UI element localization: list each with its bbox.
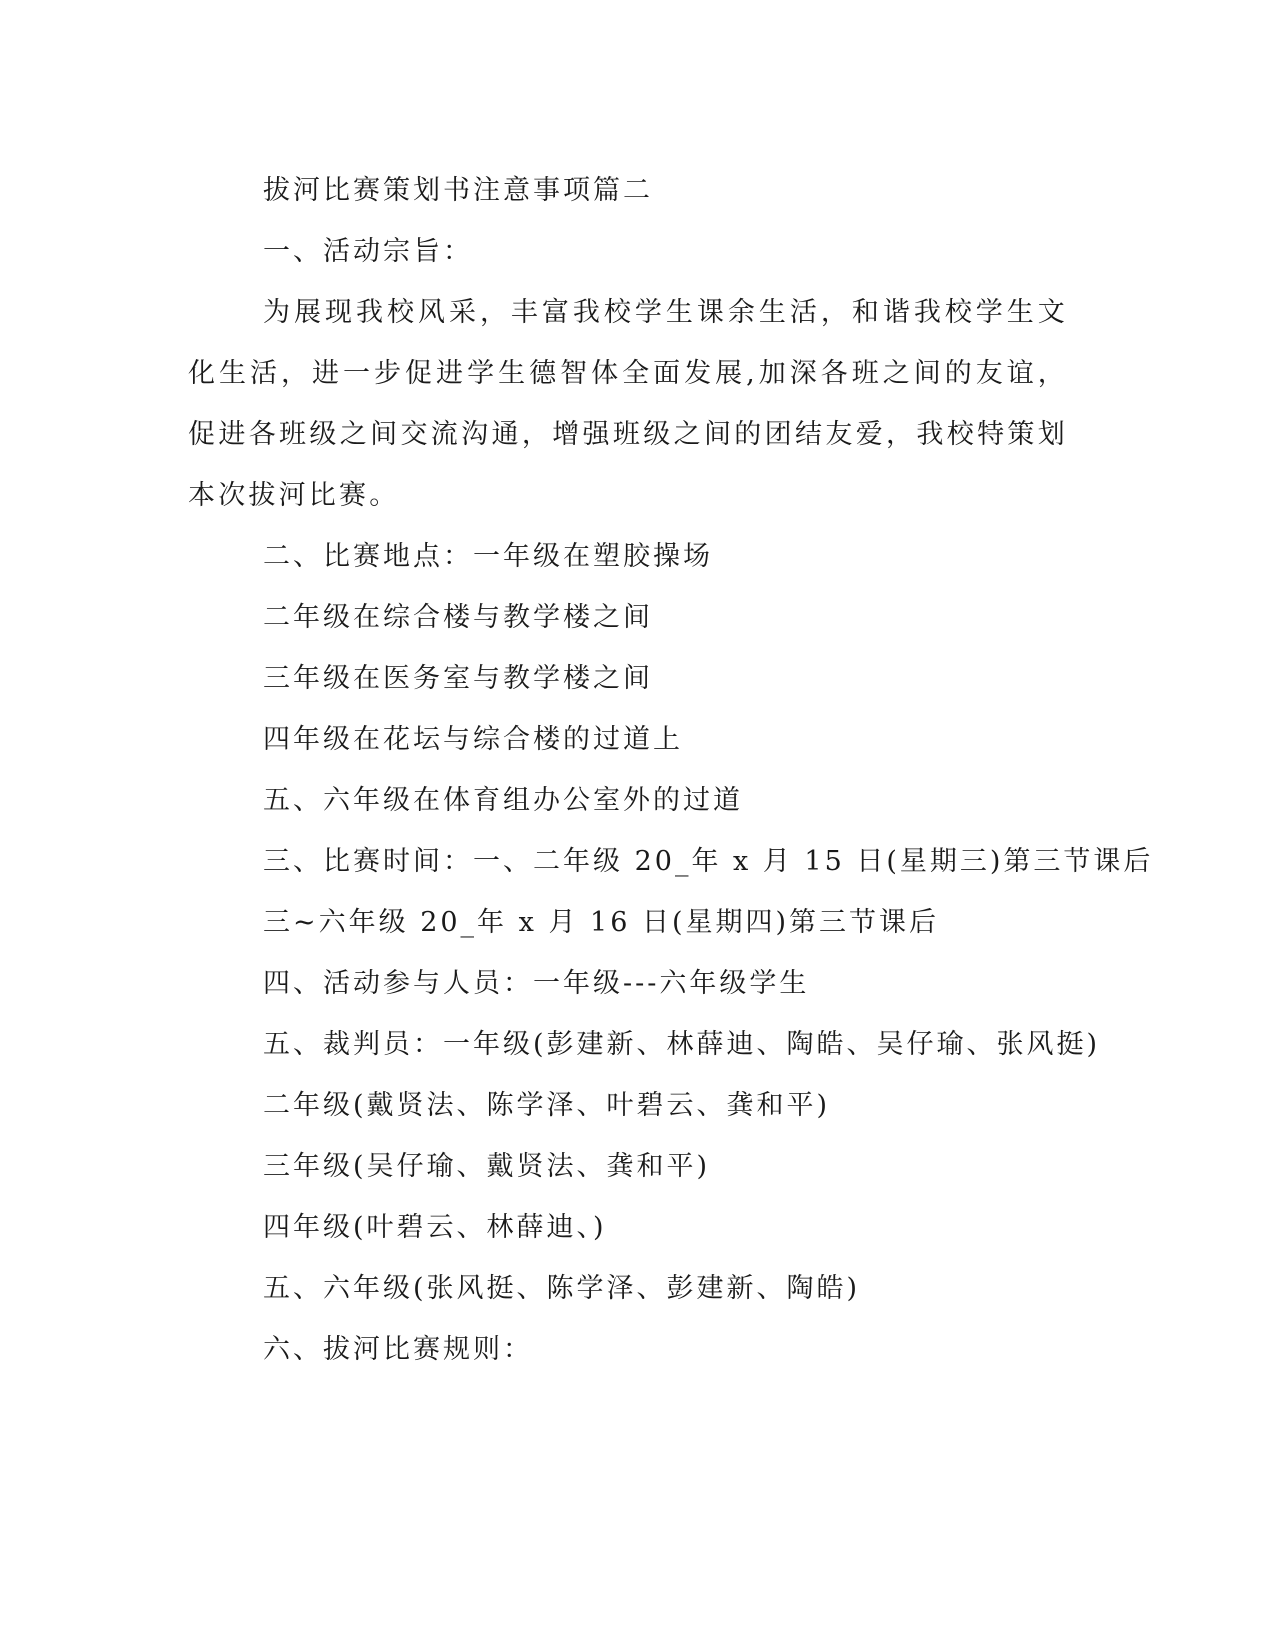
referee-line-3: 三年级(吴仔瑜、戴贤法、龚和平) <box>263 1151 711 1182</box>
referee-line-2: 二年级(戴贤法、陈学泽、叶碧云、龚和平) <box>263 1090 831 1121</box>
document-title: 拔河比赛策划书注意事项篇二 <box>263 175 653 206</box>
referee-line-5: 五、六年级(张风挺、陈学泽、彭建新、陶皓) <box>263 1273 861 1304</box>
referee-line-4: 四年级(叶碧云、林薛迪、) <box>263 1212 607 1243</box>
section-heading-rules: 六、拔河比赛规则： <box>263 1334 533 1365</box>
venue-line-1: 二、比赛地点：一年级在塑胶操场 <box>263 541 713 572</box>
venue-line-5: 五、六年级在体育组办公室外的过道 <box>263 785 743 816</box>
referee-line-1: 五、裁判员：一年级(彭建新、林薛迪、陶皓、吴仔瑜、张风挺) <box>263 1029 1101 1060</box>
time-line-1: 三、比赛时间：一、二年级 20_年 x 月 15 日(星期三)第三节课后 <box>263 846 1154 877</box>
section-heading-purpose: 一、活动宗旨： <box>263 236 473 267</box>
venue-line-4: 四年级在花坛与综合楼的过道上 <box>263 724 683 755</box>
participants-line: 四、活动参与人员：一年级---六年级学生 <box>263 968 810 999</box>
venue-line-2: 二年级在综合楼与教学楼之间 <box>263 602 653 633</box>
time-line-2: 三~六年级 20_年 x 月 16 日(星期四)第三节课后 <box>263 907 940 938</box>
purpose-paragraph: 为展现我校风采，丰富我校学生课余生活，和谐我校学生文化生活，进一步促进学生德智体全面发展,加深各班之间的友谊，促进各班级之间交流沟通，增强班级之间的团结友爱，我校特策划本次拔河比赛。 <box>188 297 1068 511</box>
venue-line-3: 三年级在医务室与教学楼之间 <box>263 663 653 694</box>
document-body <box>188 160 1154 1380</box>
